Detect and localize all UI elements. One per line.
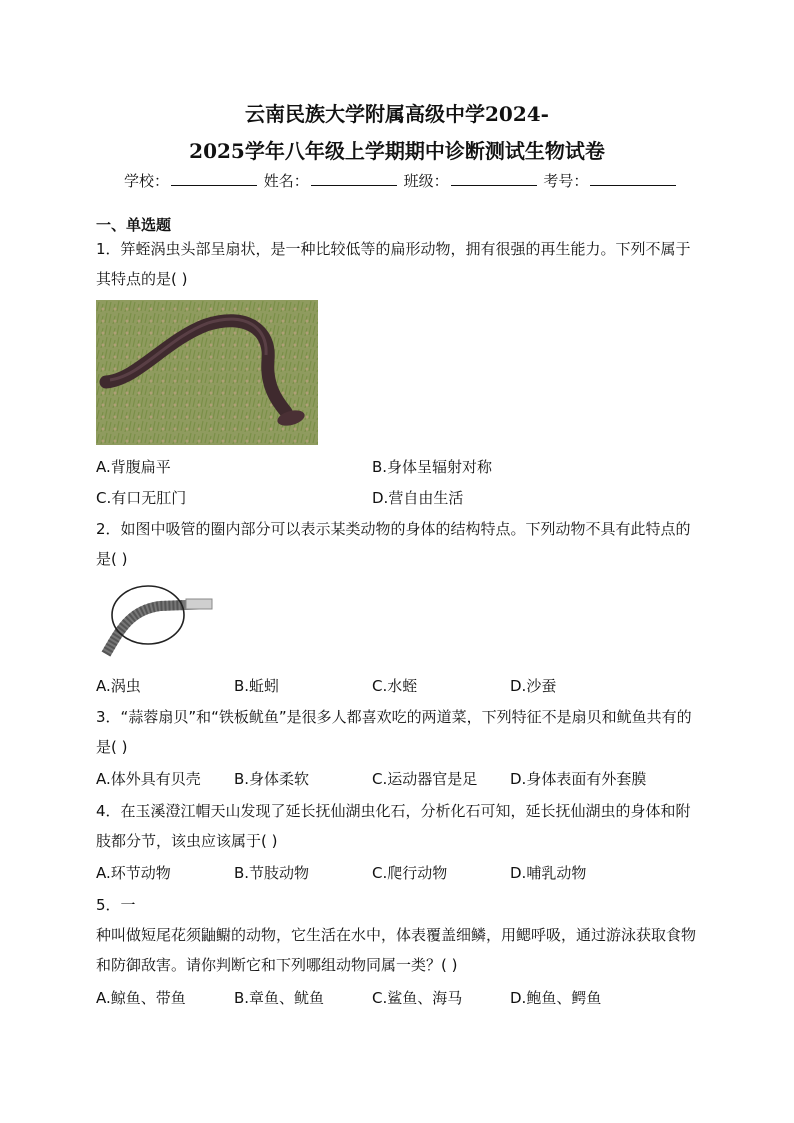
q4-option-c[interactable]: C.爬行动物	[372, 864, 448, 882]
class-blank[interactable]	[451, 171, 537, 186]
q2-option-a[interactable]: A.涡虫	[96, 677, 141, 695]
q3-option-a[interactable]: A.体外具有贝壳	[96, 770, 201, 788]
question-1-options	[96, 456, 698, 480]
q2-option-b[interactable]: B.蚯蚓	[234, 677, 280, 695]
question-4-options	[96, 862, 698, 886]
exam-number-label: 考号：	[543, 172, 589, 190]
question-2-options	[96, 675, 698, 699]
q2-option-d[interactable]: D.沙蚕	[510, 677, 557, 695]
question-3-options	[96, 768, 698, 792]
question-4: 4．在玉溪澄江帽天山发现了延长抚仙湖虫化石，分析化石可知，延长抚仙湖虫的身体和附肢都分节，该虫应该属于( )	[96, 802, 691, 850]
straw-illustration	[100, 580, 216, 658]
q4-option-a[interactable]: A.环节动物	[96, 864, 171, 882]
question-1-options-row2	[96, 487, 698, 511]
school-label: 学校：	[124, 172, 170, 190]
class-label: 班级：	[403, 172, 449, 190]
q3-option-c[interactable]: C.运动器官是足	[372, 770, 478, 788]
q1-option-b[interactable]: B.身体呈辐射对称	[372, 458, 493, 476]
question-2: 2．如图中吸管的圈内部分可以表示某类动物的身体的结构特点。下列动物不具有此特点的是( )	[96, 520, 691, 568]
q1-option-a[interactable]: A.背腹扁平	[96, 458, 171, 476]
exam-title-line1: 云南民族大学附属高级中学2024-	[245, 102, 549, 126]
name-label: 姓名：	[263, 172, 309, 190]
exam-number-blank[interactable]	[590, 171, 676, 186]
q3-option-d[interactable]: D.身体表面有外套膜	[510, 770, 647, 788]
question-3: 3．“蒜蓉扇贝”和“铁板鱿鱼”是很多人都喜欢吃的两道菜，下列特征不是扇贝和鱿鱼共有的是( )	[96, 708, 692, 756]
flatworm-photo	[96, 300, 318, 445]
q5-option-a[interactable]: A.鲸鱼、带鱼	[96, 989, 186, 1007]
q2-option-c[interactable]: C.水蛭	[372, 677, 418, 695]
q1-option-c[interactable]: C.有口无肛门	[96, 489, 187, 507]
question-5: 种叫做短尾花须鼬鳚的动物，它生活在水中，体表覆盖细鳞，用鳃呼吸，通过游泳获取食物和防御敌害。请你判断它和下列哪组动物同属一类？( )	[96, 926, 697, 974]
school-blank[interactable]	[171, 171, 257, 186]
section-title: 一、单选题	[96, 216, 172, 234]
q5-option-d[interactable]: D.鲍鱼、鳄鱼	[510, 989, 602, 1007]
q1-option-d[interactable]: D.营自由生活	[372, 489, 464, 507]
q5-option-c[interactable]: C.鲨鱼、海马	[372, 989, 463, 1007]
question-5-options	[96, 987, 698, 1011]
student-info-row	[124, 171, 678, 191]
question-5-number: 5．一	[96, 896, 136, 914]
question-1: 1．笄蛭涡虫头部呈扇状，是一种比较低等的扁形动物，拥有很强的再生能力。下列不属于其特点的是( )	[96, 240, 691, 288]
name-blank[interactable]	[311, 171, 397, 186]
q4-option-b[interactable]: B.节肢动物	[234, 864, 310, 882]
q4-option-d[interactable]: D.哺乳动物	[510, 864, 587, 882]
q3-option-b[interactable]: B.身体柔软	[234, 770, 310, 788]
q5-option-b[interactable]: B.章鱼、鱿鱼	[234, 989, 325, 1007]
exam-title-line2: 2025学年八年级上学期期中诊断测试生物试卷	[189, 139, 605, 163]
